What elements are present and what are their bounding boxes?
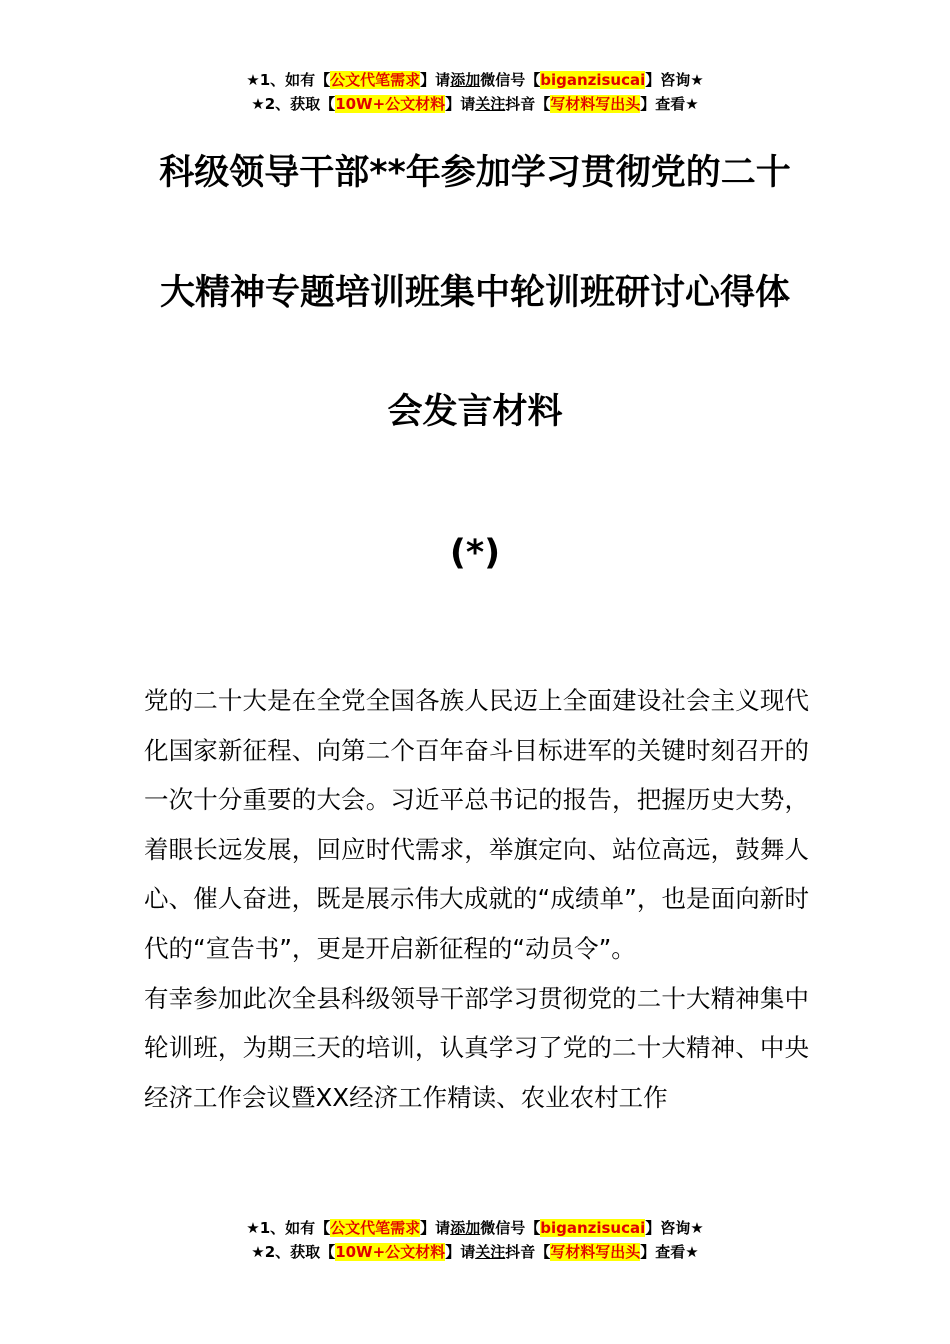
notice-line-1: ★1、如有【公文代笔需求】请添加微信号【biganzisucai】咨询★ [246, 1219, 704, 1237]
notice-line-2: ★2、获取【10W+公文材料】请关注抖音【写材料写出头】查看★ [251, 95, 699, 113]
notice-line-2: ★2、获取【10W+公文材料】请关注抖音【写材料写出头】查看★ [251, 1243, 699, 1261]
highlight-douyin: 写材料写出头 [550, 1243, 641, 1261]
notice-line-1: ★1、如有【公文代笔需求】请添加微信号【biganzisucai】咨询★ [246, 71, 704, 89]
body-paragraph: 有幸参加此次全县科级领导干部学习贯彻党的二十大精神集中轮训班，为期三天的培训，认真学习了党的二十大精神、中央经济工作会议暨XX经济工作精读、农业农村工作 [144, 983, 809, 1112]
highlight-materials: 10W+公文材料 [335, 95, 446, 113]
document-subtitle: (*) [449, 533, 501, 573]
document-title-line-3: 会发言材料 [387, 392, 563, 432]
document-title-line-2: 大精神专题培训班集中轮训班研讨心得体 [159, 273, 790, 313]
footer-notice [0, 1216, 950, 1264]
header-notice [0, 68, 950, 116]
highlight-materials: 10W+公文材料 [335, 1243, 446, 1261]
highlight-wechat-id: biganzisucai [540, 71, 646, 89]
highlight-service: 公文代笔需求 [330, 1219, 421, 1237]
document-title-line-1: 科级领导干部**年参加学习贯彻党的二十 [159, 153, 791, 193]
document-body [144, 676, 809, 1122]
body-paragraph: 党的二十大是在全党全国各族人民迈上全面建设社会主义现代化国家新征程、向第二个百年奋斗目标进军的关键时刻召开的一次十分重要的大会。习近平总书记的报告，把握历史大势，着眼长远发展，回应时代需求，举旗定向、站位高远，鼓舞人心、催人奋进，既是展示伟大成就的“成绩单”，也是面向新时代的“宣告书”，更是开启新征程的“动员令”。 [144, 686, 809, 963]
highlight-wechat-id: biganzisucai [540, 1219, 646, 1237]
highlight-douyin: 写材料写出头 [550, 95, 641, 113]
highlight-service: 公文代笔需求 [330, 71, 421, 89]
